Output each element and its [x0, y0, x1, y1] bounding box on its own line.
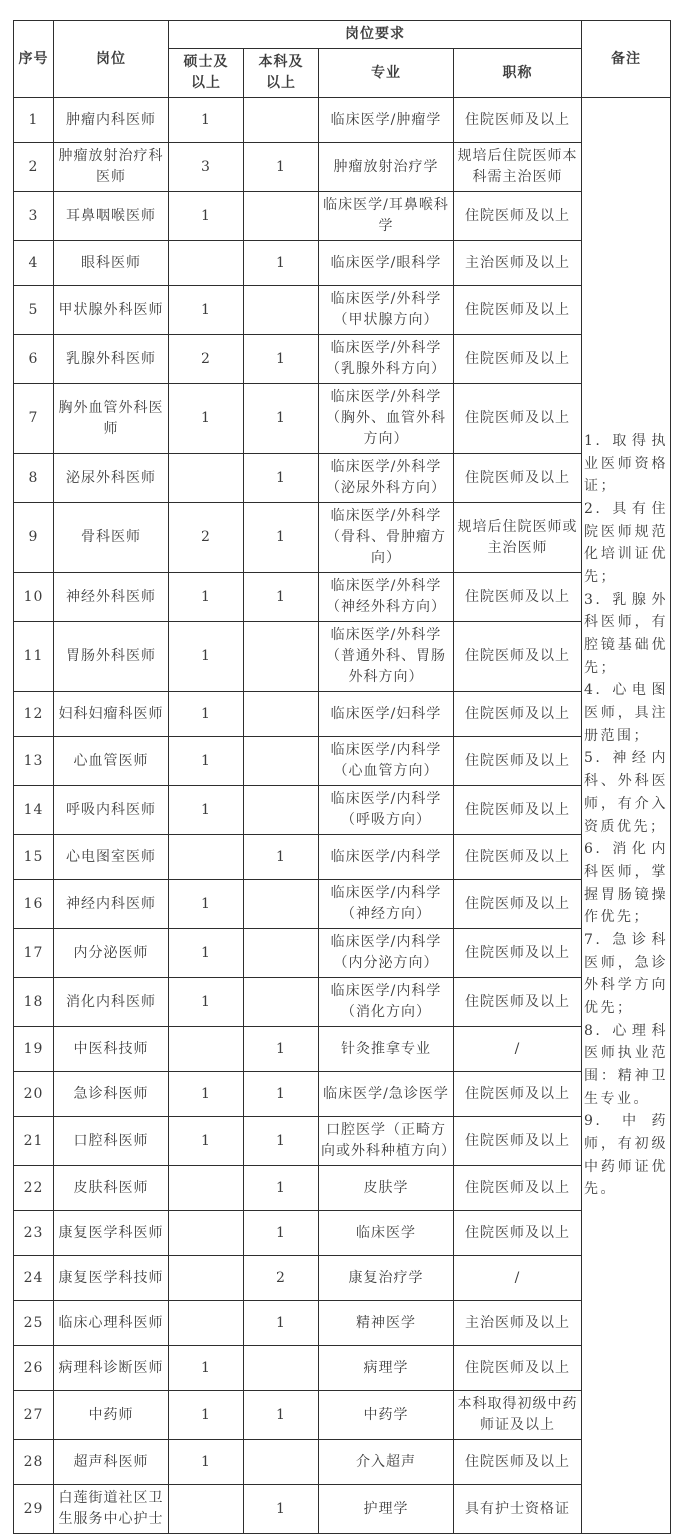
cell-major: 针灸推拿专业	[319, 1027, 454, 1072]
cell-major: 临床医学/内科学（心血管方向）	[319, 737, 454, 786]
cell-index: 20	[14, 1072, 54, 1117]
cell-bachelor-count	[244, 1346, 319, 1391]
cell-title: 住院医师及以上	[454, 1117, 582, 1166]
cell-major: 病理学	[319, 1346, 454, 1391]
cell-title: 住院医师及以上	[454, 98, 582, 143]
cell-title: 住院医师及以上	[454, 622, 582, 692]
cell-master-count: 2	[169, 503, 244, 573]
cell-index: 2	[14, 143, 54, 192]
table-row	[14, 384, 671, 454]
cell-index: 1	[14, 98, 54, 143]
cell-bachelor-count	[244, 929, 319, 978]
cell-title: 住院医师及以上	[454, 692, 582, 737]
cell-bachelor-count	[244, 692, 319, 737]
cell-master-count	[169, 1027, 244, 1072]
table-row	[14, 880, 671, 929]
cell-master-count: 3	[169, 143, 244, 192]
cell-bachelor-count: 1	[244, 1391, 319, 1440]
cell-master-count: 1	[169, 384, 244, 454]
cell-major: 临床医学/耳鼻喉科学	[319, 192, 454, 241]
table-row	[14, 335, 671, 384]
cell-position: 白莲街道社区卫生服务中心护士	[54, 1485, 169, 1534]
cell-title: 主治医师及以上	[454, 1301, 582, 1346]
table-row	[14, 241, 671, 286]
cell-major: 护理学	[319, 1485, 454, 1534]
cell-title: 住院医师及以上	[454, 1346, 582, 1391]
table-row	[14, 1211, 671, 1256]
header-index: 序号	[14, 21, 54, 98]
remark-item: 6. 消化内科医师，掌握胃肠镜操作优先；	[584, 841, 668, 926]
table-row	[14, 692, 671, 737]
cell-index: 12	[14, 692, 54, 737]
cell-index: 3	[14, 192, 54, 241]
cell-title: 规培后住院医师或主治医师	[454, 503, 582, 573]
table-row	[14, 1346, 671, 1391]
header-bachelor-degree-label: 本科及以上	[258, 54, 304, 91]
cell-master-count: 1	[169, 929, 244, 978]
header-title: 职称	[454, 49, 582, 98]
remark-item: 3. 乳腺外科医师，有腔镜基础优先；	[584, 591, 668, 676]
cell-index: 23	[14, 1211, 54, 1256]
table-row	[14, 503, 671, 573]
cell-major: 临床医学/内科学（神经方向）	[319, 880, 454, 929]
cell-master-count	[169, 1256, 244, 1301]
cell-position: 肿瘤内科医师	[54, 98, 169, 143]
cell-title: 住院医师及以上	[454, 786, 582, 835]
cell-position: 神经内科医师	[54, 880, 169, 929]
cell-bachelor-count	[244, 737, 319, 786]
cell-major: 临床医学/眼科学	[319, 241, 454, 286]
cell-master-count: 1	[169, 286, 244, 335]
cell-position: 康复医学科技师	[54, 1256, 169, 1301]
table-row	[14, 786, 671, 835]
table-row	[14, 1256, 671, 1301]
table-row	[14, 286, 671, 335]
cell-major: 临床医学/妇科学	[319, 692, 454, 737]
cell-title: 具有护士资格证	[454, 1485, 582, 1534]
remark-item: 4. 心电图医师，具注册范围；	[584, 682, 668, 744]
cell-position: 急诊科医师	[54, 1072, 169, 1117]
cell-index: 28	[14, 1440, 54, 1485]
cell-title: 本科取得初级中药师证及以上	[454, 1391, 582, 1440]
remarks-list	[584, 430, 668, 1201]
table-row	[14, 1027, 671, 1072]
cell-title: /	[454, 1027, 582, 1072]
cell-master-count	[169, 1301, 244, 1346]
header-remarks: 备注	[582, 21, 671, 98]
cell-index: 4	[14, 241, 54, 286]
cell-title: 住院医师及以上	[454, 1072, 582, 1117]
cell-master-count: 1	[169, 1391, 244, 1440]
table-row	[14, 143, 671, 192]
cell-position: 神经外科医师	[54, 573, 169, 622]
cell-title: 住院医师及以上	[454, 335, 582, 384]
cell-index: 10	[14, 573, 54, 622]
header-bachelor-degree	[244, 49, 319, 98]
cell-major: 临床医学/外科学（神经外科方向）	[319, 573, 454, 622]
table-body	[14, 98, 671, 1534]
cell-major: 临床医学/肿瘤学	[319, 98, 454, 143]
cell-title: 住院医师及以上	[454, 454, 582, 503]
table-row	[14, 454, 671, 503]
cell-bachelor-count	[244, 98, 319, 143]
cell-index: 24	[14, 1256, 54, 1301]
cell-position: 胃肠外科医师	[54, 622, 169, 692]
remarks-cell	[582, 98, 671, 1534]
cell-title: 住院医师及以上	[454, 573, 582, 622]
cell-index: 6	[14, 335, 54, 384]
cell-position: 康复医学科医师	[54, 1211, 169, 1256]
cell-major: 临床医学	[319, 1211, 454, 1256]
header-master-degree	[169, 49, 244, 98]
cell-master-count: 1	[169, 192, 244, 241]
cell-position: 消化内科医师	[54, 978, 169, 1027]
cell-position: 眼科医师	[54, 241, 169, 286]
cell-bachelor-count: 1	[244, 335, 319, 384]
cell-position: 临床心理科医师	[54, 1301, 169, 1346]
header-requirements-group: 岗位要求	[169, 21, 582, 49]
cell-master-count: 1	[169, 880, 244, 929]
cell-title: /	[454, 1256, 582, 1301]
cell-index: 21	[14, 1117, 54, 1166]
header-major: 专业	[319, 49, 454, 98]
cell-title: 住院医师及以上	[454, 835, 582, 880]
cell-master-count	[169, 1166, 244, 1211]
cell-bachelor-count: 1	[244, 1027, 319, 1072]
cell-index: 14	[14, 786, 54, 835]
header-position: 岗位	[54, 21, 169, 98]
table-row	[14, 1485, 671, 1534]
remark-item: 8. 心理科医师执业范围：精神卫生专业。	[584, 1022, 668, 1107]
cell-position: 心血管医师	[54, 737, 169, 786]
cell-index: 27	[14, 1391, 54, 1440]
cell-bachelor-count	[244, 786, 319, 835]
remark-item: 5. 神经内科、外科医师，有介入资质优先；	[584, 750, 668, 835]
cell-bachelor-count: 1	[244, 503, 319, 573]
cell-position: 泌尿外科医师	[54, 454, 169, 503]
cell-title: 住院医师及以上	[454, 1166, 582, 1211]
cell-major: 肿瘤放射治疗学	[319, 143, 454, 192]
cell-master-count: 1	[169, 737, 244, 786]
cell-bachelor-count: 1	[244, 573, 319, 622]
cell-position: 呼吸内科医师	[54, 786, 169, 835]
cell-bachelor-count: 1	[244, 1166, 319, 1211]
cell-bachelor-count: 1	[244, 241, 319, 286]
cell-master-count	[169, 1211, 244, 1256]
cell-master-count: 1	[169, 978, 244, 1027]
cell-position: 骨科医师	[54, 503, 169, 573]
cell-title: 住院医师及以上	[454, 978, 582, 1027]
cell-index: 19	[14, 1027, 54, 1072]
cell-position: 肿瘤放射治疗科医师	[54, 143, 169, 192]
cell-index: 17	[14, 929, 54, 978]
cell-major: 临床医学/急诊医学	[319, 1072, 454, 1117]
cell-major: 临床医学/外科学（甲状腺方向）	[319, 286, 454, 335]
header-master-degree-label: 硕士及以上	[183, 54, 229, 91]
cell-major: 介入超声	[319, 1440, 454, 1485]
cell-index: 11	[14, 622, 54, 692]
cell-bachelor-count: 1	[244, 1117, 319, 1166]
cell-major: 临床医学/外科学（胸外、血管外科方向）	[319, 384, 454, 454]
cell-index: 8	[14, 454, 54, 503]
cell-title: 住院医师及以上	[454, 929, 582, 978]
cell-bachelor-count	[244, 1440, 319, 1485]
cell-bachelor-count	[244, 880, 319, 929]
cell-master-count: 1	[169, 98, 244, 143]
cell-index: 15	[14, 835, 54, 880]
cell-bachelor-count: 1	[244, 1485, 319, 1534]
cell-index: 22	[14, 1166, 54, 1211]
cell-position: 中药师	[54, 1391, 169, 1440]
cell-major: 临床医学/内科学（消化方向）	[319, 978, 454, 1027]
cell-index: 25	[14, 1301, 54, 1346]
cell-title: 住院医师及以上	[454, 1211, 582, 1256]
table-row	[14, 192, 671, 241]
cell-bachelor-count	[244, 978, 319, 1027]
cell-bachelor-count	[244, 286, 319, 335]
cell-title: 住院医师及以上	[454, 286, 582, 335]
cell-master-count	[169, 1485, 244, 1534]
table-row	[14, 1440, 671, 1485]
cell-major: 皮肤学	[319, 1166, 454, 1211]
cell-position: 心电图室医师	[54, 835, 169, 880]
cell-title: 住院医师及以上	[454, 1440, 582, 1485]
cell-position: 皮肤科医师	[54, 1166, 169, 1211]
table-row	[14, 1072, 671, 1117]
cell-master-count: 1	[169, 1072, 244, 1117]
cell-major: 临床医学/外科学（普通外科、胃肠外科方向）	[319, 622, 454, 692]
remark-item: 2. 具有住院医师规范化培训证优先；	[584, 501, 668, 586]
cell-master-count: 2	[169, 335, 244, 384]
table-row	[14, 737, 671, 786]
table-row	[14, 1166, 671, 1211]
cell-position: 病理科诊断医师	[54, 1346, 169, 1391]
cell-major: 临床医学/外科学（乳腺外科方向）	[319, 335, 454, 384]
cell-bachelor-count: 1	[244, 454, 319, 503]
cell-major: 临床医学/内科学（呼吸方向）	[319, 786, 454, 835]
cell-position: 超声科医师	[54, 1440, 169, 1485]
cell-bachelor-count: 1	[244, 1072, 319, 1117]
cell-position: 胸外血管外科医师	[54, 384, 169, 454]
cell-title: 主治医师及以上	[454, 241, 582, 286]
cell-index: 13	[14, 737, 54, 786]
cell-master-count	[169, 241, 244, 286]
remark-item: 9. 中药师，有初级中药师证优先。	[584, 1113, 668, 1198]
cell-master-count	[169, 454, 244, 503]
cell-master-count: 1	[169, 692, 244, 737]
cell-major: 口腔医学（正畸方向或外科种植方向）	[319, 1117, 454, 1166]
cell-bachelor-count	[244, 622, 319, 692]
cell-bachelor-count: 1	[244, 384, 319, 454]
cell-master-count: 1	[169, 573, 244, 622]
cell-bachelor-count: 1	[244, 1211, 319, 1256]
remark-item: 1. 取得执业医师资格证；	[584, 433, 668, 495]
cell-master-count: 1	[169, 1346, 244, 1391]
cell-title: 住院医师及以上	[454, 192, 582, 241]
cell-position: 内分泌医师	[54, 929, 169, 978]
cell-major: 临床医学/外科学（骨科、骨肿瘤方向）	[319, 503, 454, 573]
cell-major: 临床医学/外科学（泌尿外科方向）	[319, 454, 454, 503]
table-header	[14, 21, 671, 98]
remark-item: 7. 急诊科医师，急诊外科学方向优先；	[584, 931, 668, 1016]
table-row	[14, 573, 671, 622]
table-row	[14, 929, 671, 978]
cell-index: 7	[14, 384, 54, 454]
cell-index: 16	[14, 880, 54, 929]
cell-title: 住院医师及以上	[454, 737, 582, 786]
cell-major: 临床医学/内科学	[319, 835, 454, 880]
table-row	[14, 1391, 671, 1440]
cell-bachelor-count: 1	[244, 1301, 319, 1346]
cell-bachelor-count: 2	[244, 1256, 319, 1301]
cell-major: 精神医学	[319, 1301, 454, 1346]
table-row	[14, 835, 671, 880]
cell-position: 耳鼻咽喉医师	[54, 192, 169, 241]
cell-index: 18	[14, 978, 54, 1027]
cell-master-count	[169, 835, 244, 880]
table-row	[14, 98, 671, 143]
recruitment-table	[13, 20, 671, 1534]
table-row	[14, 1301, 671, 1346]
cell-position: 中医科技师	[54, 1027, 169, 1072]
cell-title: 规培后住院医师本科需主治医师	[454, 143, 582, 192]
cell-index: 29	[14, 1485, 54, 1534]
cell-title: 住院医师及以上	[454, 880, 582, 929]
header-row-1	[14, 21, 671, 49]
cell-index: 26	[14, 1346, 54, 1391]
cell-bachelor-count: 1	[244, 835, 319, 880]
cell-bachelor-count	[244, 192, 319, 241]
cell-master-count: 1	[169, 622, 244, 692]
cell-index: 5	[14, 286, 54, 335]
cell-master-count: 1	[169, 1440, 244, 1485]
cell-index: 9	[14, 503, 54, 573]
cell-position: 乳腺外科医师	[54, 335, 169, 384]
table-row	[14, 622, 671, 692]
cell-bachelor-count: 1	[244, 143, 319, 192]
cell-major: 康复治疗学	[319, 1256, 454, 1301]
cell-position: 妇科妇瘤科医师	[54, 692, 169, 737]
cell-master-count: 1	[169, 1117, 244, 1166]
cell-position: 口腔科医师	[54, 1117, 169, 1166]
table-row	[14, 1117, 671, 1166]
cell-master-count: 1	[169, 786, 244, 835]
cell-position: 甲状腺外科医师	[54, 286, 169, 335]
cell-major: 中药学	[319, 1391, 454, 1440]
cell-major: 临床医学/内科学（内分泌方向）	[319, 929, 454, 978]
table-row	[14, 978, 671, 1027]
cell-title: 住院医师及以上	[454, 384, 582, 454]
